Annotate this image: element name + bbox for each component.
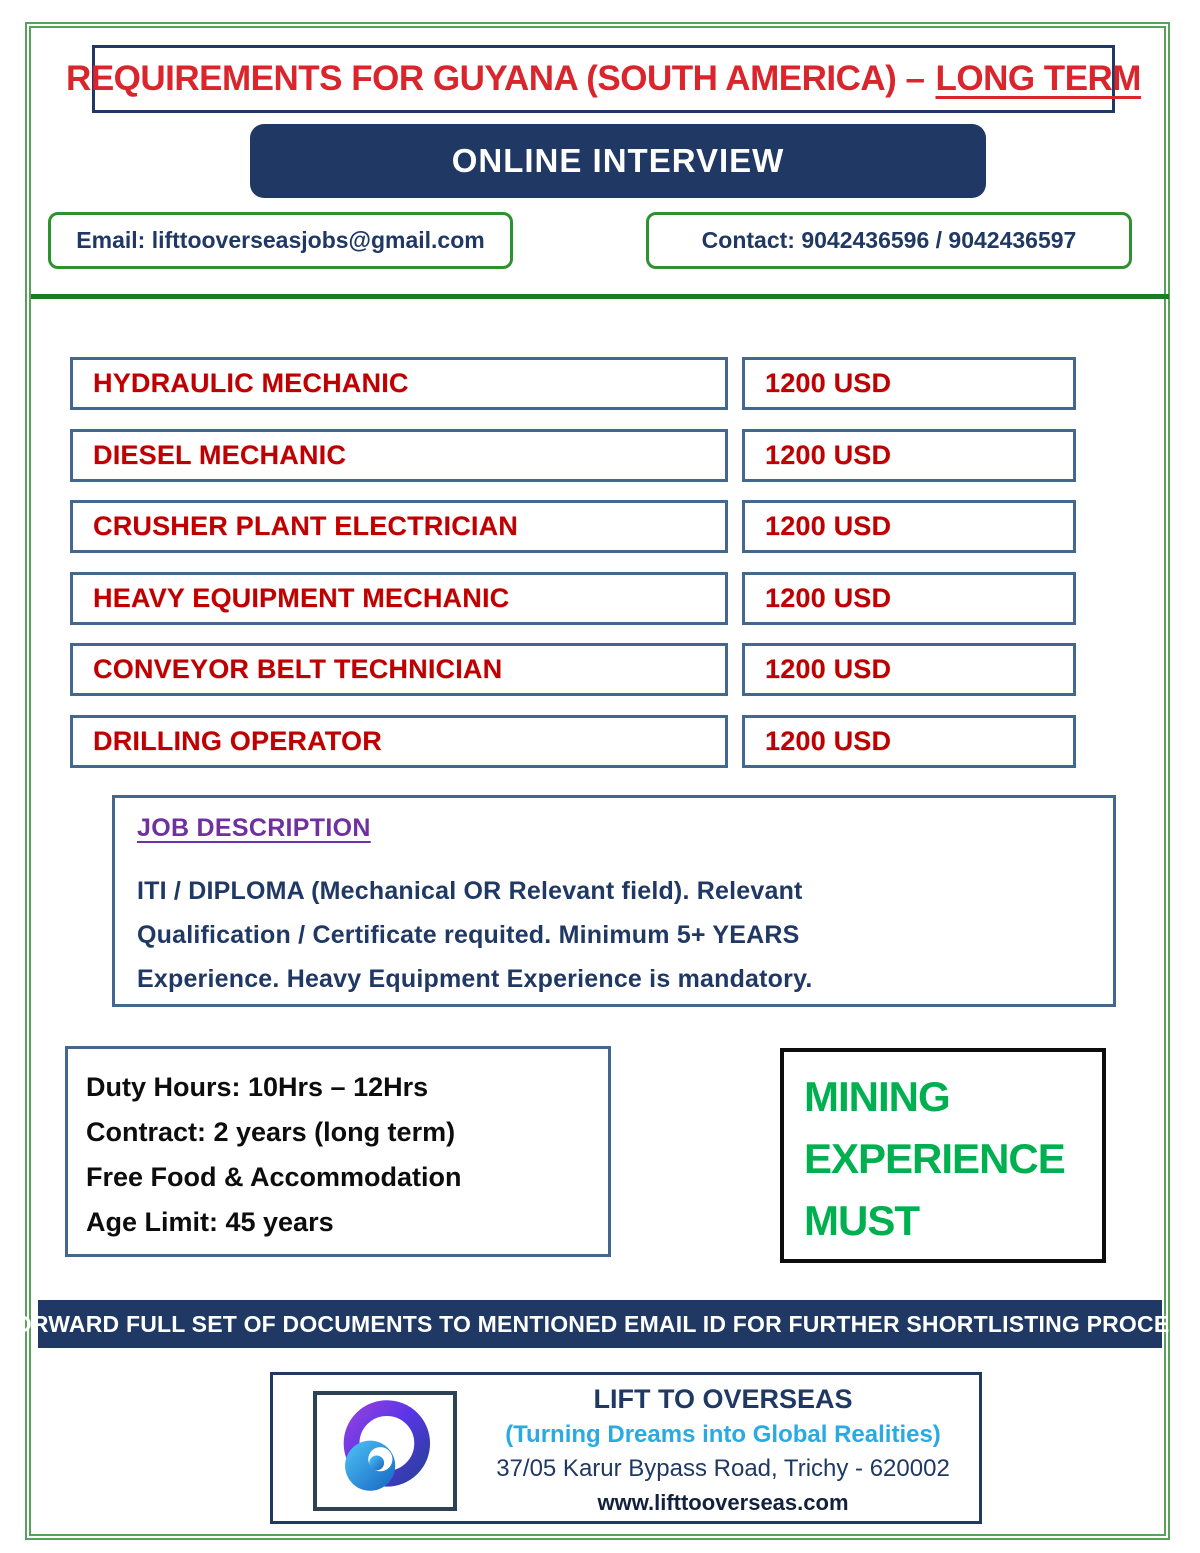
- main-title-underlined: LONG TERM: [935, 59, 1141, 98]
- company-text-block: [473, 1381, 973, 1519]
- company-tagline: (Turning Dreams into Global Realities): [505, 1421, 941, 1448]
- job-salary: 1200 USD: [765, 368, 892, 398]
- job-salary: 1200 USD: [765, 511, 892, 541]
- job-salary: 1200 USD: [765, 583, 892, 613]
- job-title: CRUSHER PLANT ELECTRICIAN: [93, 511, 519, 541]
- job-salary-box: [742, 643, 1076, 696]
- job-salary-box: [742, 572, 1076, 625]
- company-card: [270, 1372, 982, 1524]
- food-accommodation-line: Free Food & Accommodation: [86, 1162, 462, 1192]
- job-description-line: ITI / DIPLOMA (Mechanical OR Relevant field). Relevant: [137, 877, 803, 905]
- job-title-box: [70, 357, 728, 410]
- mining-experience-box: [780, 1048, 1106, 1263]
- online-interview-label: ONLINE INTERVIEW: [451, 142, 785, 179]
- duty-hours-line: Duty Hours: 10Hrs – 12Hrs: [86, 1072, 429, 1102]
- job-title: DIESEL MECHANIC: [93, 440, 347, 470]
- job-description-line: Experience. Heavy Equipment Experience is mandatory.: [137, 965, 813, 993]
- job-salary-box: [742, 357, 1076, 410]
- online-interview-banner: [250, 124, 986, 198]
- documents-forward-label: FORWARD FULL SET OF DOCUMENTS TO MENTIONED EMAIL ID FOR FURTHER SHORTLISTING PROCESS: [0, 1310, 1200, 1337]
- job-title: HYDRAULIC MECHANIC: [93, 368, 409, 398]
- job-salary-box: [742, 429, 1076, 482]
- wave-ring-logo-icon: [328, 1397, 442, 1506]
- contact-box: [646, 212, 1132, 269]
- job-salary-box: [742, 715, 1076, 768]
- mining-experience-line: EXPERIENCE: [804, 1135, 1065, 1182]
- contact-label: Contact: 9042436596 / 9042436597: [701, 227, 1077, 253]
- company-address: 37/05 Karur Bypass Road, Trichy - 620002: [496, 1455, 950, 1482]
- main-title-box: [66, 45, 1141, 113]
- job-title-box: [70, 572, 728, 625]
- job-title: CONVEYOR BELT TECHNICIAN: [93, 654, 503, 684]
- main-title: REQUIREMENTS FOR GUYANA (SOUTH AMERICA) –: [66, 59, 925, 98]
- mining-experience-line: MINING: [804, 1073, 950, 1120]
- job-title-box: [70, 643, 728, 696]
- company-name: LIFT TO OVERSEAS: [593, 1384, 853, 1414]
- job-description-body: [137, 869, 1093, 1001]
- age-limit-line: Age Limit: 45 years: [86, 1207, 334, 1237]
- job-description-box: [112, 795, 1116, 1007]
- job-title: DRILLING OPERATOR: [93, 726, 382, 756]
- job-description-line: Qualification / Certificate requited. Minimum 5+ YEARS: [137, 921, 800, 949]
- job-title: HEAVY EQUIPMENT MECHANIC: [93, 583, 510, 613]
- job-title-box: [70, 715, 728, 768]
- email-box: [48, 212, 513, 269]
- documents-forward-banner: [0, 1300, 1200, 1348]
- header-divider-rule: [31, 294, 1169, 299]
- mining-experience-line: MUST: [804, 1197, 919, 1244]
- job-title-box: [70, 429, 728, 482]
- job-salary: 1200 USD: [765, 440, 892, 470]
- job-salary: 1200 USD: [765, 654, 892, 684]
- contract-line: Contract: 2 years (long term): [86, 1117, 456, 1147]
- job-title-box: [70, 500, 728, 553]
- employment-terms-box: [65, 1046, 611, 1257]
- company-website: www.lifttooverseas.com: [597, 1490, 849, 1515]
- email-label: Email: lifttooverseasjobs@gmail.com: [76, 227, 485, 253]
- job-salary: 1200 USD: [765, 726, 892, 756]
- company-logo-frame: [313, 1391, 457, 1511]
- job-description-heading: JOB DESCRIPTION: [137, 814, 371, 842]
- job-salary-box: [742, 500, 1076, 553]
